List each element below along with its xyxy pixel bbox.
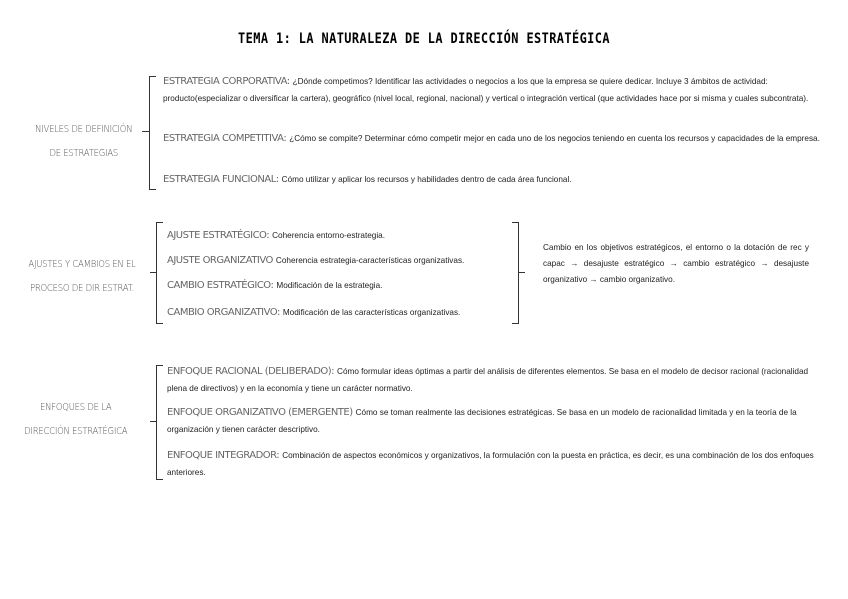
section-label: NIVELES DE DEFINICIÓN DE ESTRATEGIAS — [35, 124, 133, 159]
bracket-left — [149, 76, 156, 190]
side-note: Cambio en los objetivos estratégicos, el entorno o la dotación de rec y capac → desajuste estratégico → cambio estratégico → desajuste organizativo → cambio organizativo. — [543, 243, 809, 284]
bracket-pointer — [142, 131, 149, 132]
bracket-pointer — [150, 421, 157, 422]
bracket-pointer — [150, 272, 157, 273]
bracket-left — [156, 222, 163, 324]
section-label: ENFOQUES DE LA DIRECCIÓN ESTRATÉGICA — [24, 402, 128, 437]
list-item: CAMBIO ORGANIZATIVO: Modificación de las características organizativas. — [167, 307, 461, 318]
list-item: ENFOQUE RACIONAL (DELIBERADO): Cómo formular ideas óptimas a partir del análisis de diferentes elementos. Se basa en el modelo de decisor racional (racionalidad plena de directivos) y en la economía y tiene un carácter normativo. — [167, 366, 809, 393]
list-item: ENFOQUE INTEGRADOR: Combinación de aspectos económicos y organizativos, la formulación con la puesta en práctica, es decir, es una combinación de los dos enfoques anteriores. — [167, 450, 814, 477]
bracket-left — [156, 365, 163, 480]
list-item: ESTRATEGIA CORPORATIVA: ¿Dónde competimos? Identificar las actividades o negocios a los que la empresa se quiere dedicar. Incluye 3 ámbitos de actividad: producto(especializar o diversificar la cartera), geográfico (nivel local, regional, nacional) y vertical o integración vertical (que actividades hace por si misma y cuales subcontrata). — [163, 76, 809, 103]
list-item: AJUSTE ESTRATÉGICO: Coherencia entorno-estrategia. — [167, 230, 385, 241]
list-item: ENFOQUE ORGANIZATIVO (EMERGENTE) Cómo se toman realmente las decisiones estratégicas. Se basa en un modelo de racionalidad limitada y en la teoría de la organización y tienen carácter descriptivo. — [167, 407, 797, 434]
bracket-right — [512, 222, 519, 324]
list-item: ESTRATEGIA COMPETITIVA: ¿Cómo se compite? Determinar cómo competir mejor en cada uno de los negocios teniendo en cuenta los recursos y capacidades de la empresa. — [163, 133, 820, 144]
bracket-pointer — [518, 272, 525, 273]
list-item: AJUSTE ORGANIZATIVO Coherencia estrategia-características organizativas. — [167, 255, 465, 266]
list-item: ESTRATEGIA FUNCIONAL: Cómo utilizar y aplicar los recursos y habilidades dentro de cada área funcional. — [163, 174, 572, 185]
section-label: AJUSTES Y CAMBIOS EN EL PROCESO DE DIR ESTRAT. — [28, 259, 136, 294]
list-item: CAMBIO ESTRATÉGICO: Modificación de la estrategia. — [167, 280, 383, 291]
page-title: TEMA 1: LA NATURALEZA DE LA DIRECCIÓN ESTRATÉGICA — [238, 31, 610, 47]
